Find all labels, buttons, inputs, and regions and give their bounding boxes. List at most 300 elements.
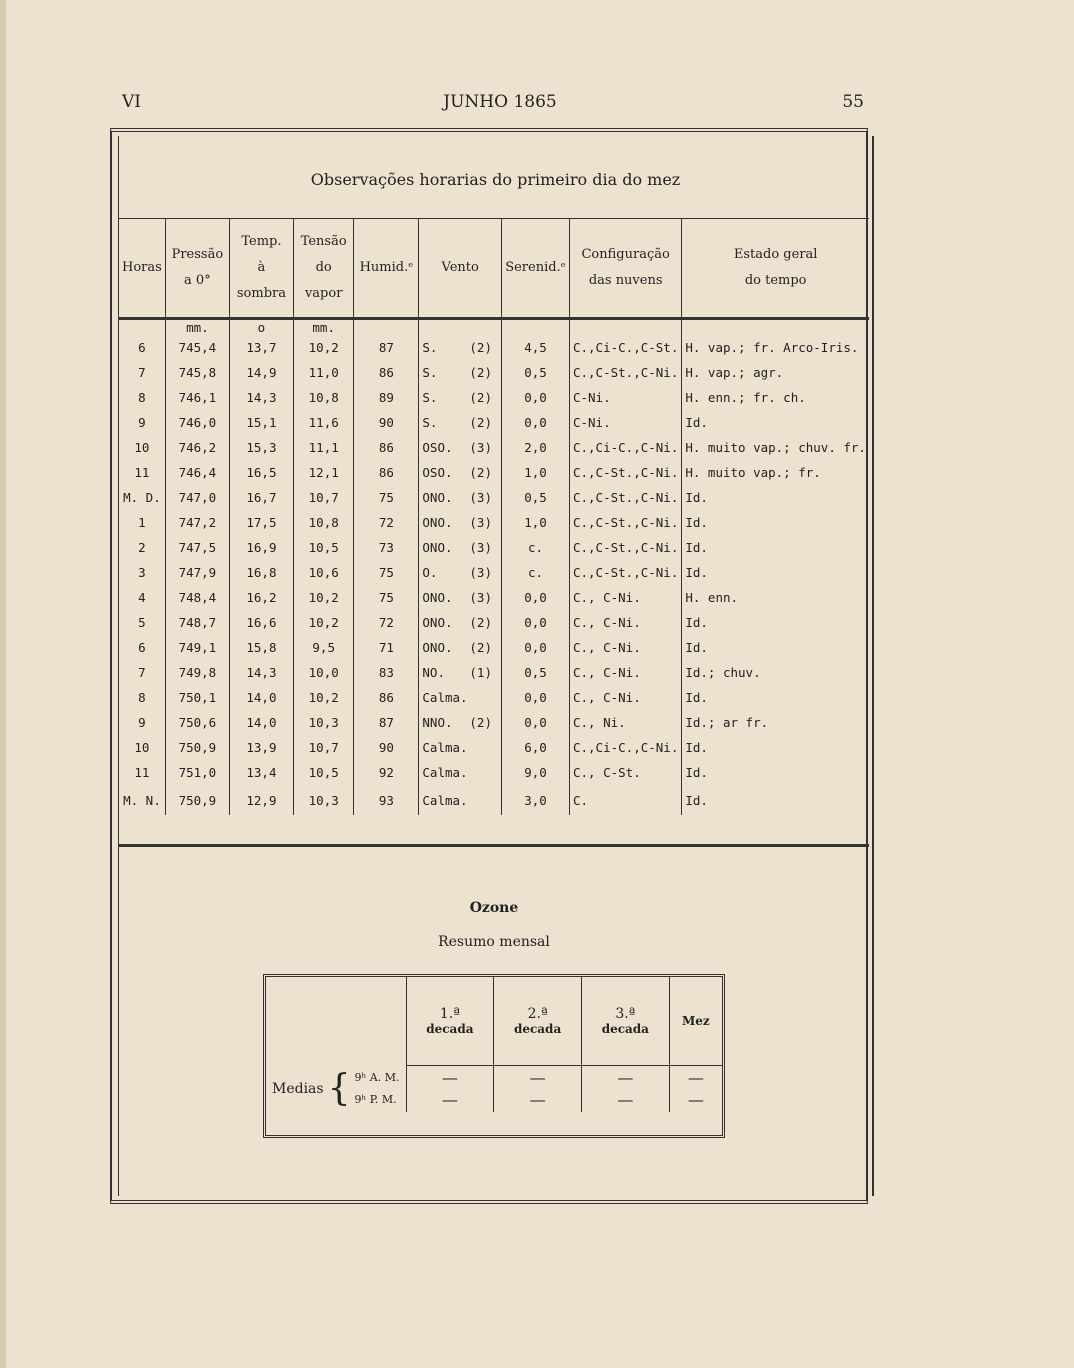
time-pm: 9ʰ P. M. [354, 1092, 397, 1106]
serenity-cell: c. [501, 560, 569, 585]
ozone-header-row [266, 977, 722, 1066]
wind-direction: OSO. [422, 440, 453, 455]
wind-wrap [422, 765, 498, 780]
clouds-cell: C., C-Ni. [569, 660, 681, 685]
units-row [119, 319, 869, 336]
wind-wrap [422, 515, 498, 530]
pressure-cell: 747,5 [165, 535, 229, 560]
table-row [119, 760, 869, 785]
weather-state-cell: Id. [682, 535, 869, 560]
column-header-line2: à sombra [236, 260, 286, 301]
decada-number: 2.ª [527, 1006, 548, 1022]
temperature-cell: 13,4 [229, 760, 293, 785]
temperature-cell: 16,5 [229, 460, 293, 485]
wind-wrap [422, 390, 498, 405]
temperature-cell: 17,5 [229, 510, 293, 535]
wind-cell [419, 785, 502, 815]
serenity-cell: 0,0 [501, 585, 569, 610]
hour-cell: M. D. [123, 490, 161, 505]
wind-force: (2) [469, 465, 492, 480]
column-header [229, 219, 293, 319]
wind-force: (3) [469, 590, 492, 605]
serenity-cell: 0,0 [501, 710, 569, 735]
table-row [119, 560, 869, 585]
wind-wrap [422, 415, 498, 430]
vapor-tension-cell: 10,3 [293, 785, 353, 815]
wind-force: (2) [469, 415, 492, 430]
hour-cell: 11 [134, 465, 150, 480]
wind-wrap [422, 690, 498, 705]
weather-state-cell: Id. [682, 610, 869, 635]
humidity-cell: 83 [354, 660, 419, 685]
pressure-cell: 745,4 [165, 335, 229, 360]
hour-cell: 1 [138, 515, 146, 530]
vapor-tension-cell: 10,5 [293, 760, 353, 785]
wind-direction: S. [422, 415, 438, 430]
clouds-cell: C.,C-St.,C-Ni. [569, 535, 681, 560]
wind-direction: ONO. [422, 640, 453, 655]
column-header [165, 219, 229, 319]
humidity-cell: 71 [354, 635, 419, 660]
wind-force: (3) [469, 515, 492, 530]
hour-cell: 6 [138, 340, 146, 355]
clouds-cell: C.,C-St.,C-Ni. [569, 485, 681, 510]
vapor-tension-cell: 10,6 [293, 560, 353, 585]
weather-state-cell: Id. [682, 760, 869, 785]
humidity-cell: 87 [354, 710, 419, 735]
clouds-cell: C.,C-St.,C-Ni. [569, 510, 681, 535]
pressure-cell: 749,8 [165, 660, 229, 685]
ozone-subtitle: Resumo mensal [438, 934, 550, 950]
wind-cell [419, 560, 502, 585]
pressure-cell: 746,1 [165, 385, 229, 410]
hourly-observations-table [119, 218, 869, 815]
humidity-cell: 86 [354, 460, 419, 485]
ozone-summary-box [263, 974, 725, 1138]
units-tensao: mm. [293, 319, 353, 336]
clouds-cell: C., C-St. [569, 760, 681, 785]
hour-cell: M. N. [123, 792, 161, 808]
hour-cell: 2 [138, 540, 146, 555]
ozone-am-value: — [617, 1068, 634, 1087]
humidity-cell: 93 [354, 785, 419, 815]
wind-direction: Calma. [422, 792, 468, 808]
vapor-tension-cell: 10,2 [293, 685, 353, 710]
weather-state-cell: Id. [682, 785, 869, 815]
wind-force: (3) [469, 540, 492, 555]
hour-cell: 6 [138, 640, 146, 655]
ozone-value-decada-1 [406, 1066, 494, 1113]
hour-cell: 7 [138, 365, 146, 380]
clouds-cell: C.,C-St.,C-Ni. [569, 560, 681, 585]
pressure-cell: 747,9 [165, 560, 229, 585]
hour-cell: 4 [138, 590, 146, 605]
vapor-tension-cell: 11,6 [293, 410, 353, 435]
pressure-cell: 747,0 [165, 485, 229, 510]
wind-direction: Calma. [422, 690, 468, 705]
weather-state-cell: Id. [682, 510, 869, 535]
wind-direction: OSO. [422, 465, 453, 480]
clouds-cell: C-Ni. [569, 385, 681, 410]
serenity-cell: 1,0 [501, 510, 569, 535]
column-header-line1: Pressão [171, 247, 224, 262]
table-row [119, 385, 869, 410]
humidity-cell: 73 [354, 535, 419, 560]
wind-force: (2) [469, 390, 492, 405]
table-row [119, 685, 869, 710]
column-header [419, 219, 502, 319]
wind-force: (3) [469, 440, 492, 455]
clouds-cell: C., Ni. [569, 710, 681, 735]
weather-state-cell: H. vap.; fr. Arco-Iris. [682, 335, 869, 360]
table-row [119, 535, 869, 560]
table-row [119, 585, 869, 610]
ozone-pm-value: — [617, 1090, 634, 1109]
wind-force: (2) [469, 715, 492, 730]
vapor-tension-cell: 12,1 [293, 460, 353, 485]
ozone-am-value: — [687, 1068, 704, 1087]
ozone-corner-cell [266, 977, 406, 1066]
column-header [119, 219, 165, 319]
humidity-cell: 87 [354, 335, 419, 360]
pressure-cell: 749,1 [165, 635, 229, 660]
table-bottom-rule [119, 844, 869, 847]
units-cell [354, 319, 419, 336]
temperature-cell: 15,3 [229, 435, 293, 460]
table-row [119, 660, 869, 685]
ozone-value-decada-2 [494, 1066, 582, 1113]
humidity-cell: 72 [354, 610, 419, 635]
pressure-cell: 746,0 [165, 410, 229, 435]
vapor-tension-cell: 10,7 [293, 735, 353, 760]
table-row [119, 485, 869, 510]
wind-wrap [422, 540, 498, 555]
decada-label: decada [513, 1022, 562, 1036]
wind-direction: S. [422, 340, 438, 355]
wind-wrap [422, 715, 498, 730]
ozone-am-value: — [441, 1068, 458, 1087]
units-cell [682, 319, 869, 336]
serenity-cell: 0,0 [501, 635, 569, 660]
wind-wrap [422, 615, 498, 630]
wind-wrap [422, 465, 498, 480]
weather-state-cell: Id. [682, 685, 869, 710]
clouds-cell: C.,C-St.,C-Ni. [569, 460, 681, 485]
table-row [119, 460, 869, 485]
serenity-cell: 0,0 [501, 410, 569, 435]
wind-direction: ONO. [422, 540, 453, 555]
ozone-pm-value: — [529, 1090, 546, 1109]
humidity-cell: 90 [354, 735, 419, 760]
humidity-cell: 75 [354, 585, 419, 610]
pressure-cell: 750,1 [165, 685, 229, 710]
vapor-tension-cell: 10,0 [293, 660, 353, 685]
ozone-summary-table [266, 977, 722, 1112]
column-header [501, 219, 569, 319]
weather-state-cell: H. muito vap.; chuv. fr. [682, 435, 869, 460]
wind-wrap [422, 365, 498, 380]
wind-force: (3) [469, 490, 492, 505]
temperature-cell: 16,7 [229, 485, 293, 510]
decada-label: decada [426, 1022, 474, 1036]
decada-number: 3.ª [615, 1006, 636, 1022]
humidity-cell: 86 [354, 685, 419, 710]
table-row [119, 335, 869, 360]
pressure-cell: 745,8 [165, 360, 229, 385]
table-row [119, 410, 869, 435]
wind-cell [419, 335, 502, 360]
temperature-cell: 16,8 [229, 560, 293, 585]
wind-direction: Calma. [422, 740, 468, 755]
column-header [293, 219, 353, 319]
hour-cell: 10 [134, 440, 150, 455]
temperature-cell: 16,9 [229, 535, 293, 560]
column-header-line2: do tempo [744, 273, 807, 288]
units-pressao: mm. [165, 319, 229, 336]
wind-cell [419, 735, 502, 760]
wind-wrap [422, 340, 498, 355]
serenity-cell: 0,0 [501, 385, 569, 410]
vapor-tension-cell: 10,8 [293, 385, 353, 410]
ozone-header-cell [581, 977, 669, 1066]
serenity-cell: 2,0 [501, 435, 569, 460]
hour-cell: 9 [138, 415, 146, 430]
clouds-cell: C-Ni. [569, 410, 681, 435]
temperature-cell: 14,3 [229, 660, 293, 685]
weather-state-cell: Id.; ar fr. [682, 710, 869, 735]
humidity-cell: 90 [354, 410, 419, 435]
weather-state-cell: Id. [682, 735, 869, 760]
wind-direction: ONO. [422, 590, 453, 605]
wind-cell [419, 435, 502, 460]
ozone-am-value: — [529, 1068, 546, 1087]
clouds-cell: C.,Ci-C.,C-Ni. [569, 435, 681, 460]
ozone-pm-value: — [441, 1090, 458, 1109]
table-row [119, 435, 869, 460]
table-row [119, 510, 869, 535]
ozone-header-cell [669, 977, 722, 1066]
temperature-cell: 14,0 [229, 685, 293, 710]
table-header-row [119, 219, 869, 319]
page-edge [0, 0, 6, 1368]
pressure-cell: 746,2 [165, 435, 229, 460]
ozone-header-cell [494, 977, 582, 1066]
table-frame [110, 128, 868, 1204]
table-row [119, 735, 869, 760]
weather-state-cell: Id. [682, 635, 869, 660]
vapor-tension-cell: 10,7 [293, 485, 353, 510]
units-cell [569, 319, 681, 336]
vapor-tension-cell: 10,2 [293, 335, 353, 360]
temperature-cell: 16,6 [229, 610, 293, 635]
hour-cell: 8 [138, 690, 146, 705]
pressure-cell: 748,7 [165, 610, 229, 635]
pressure-cell: 746,4 [165, 460, 229, 485]
wind-cell [419, 535, 502, 560]
weather-state-cell: H. enn. [682, 585, 869, 610]
hour-cell: 8 [138, 390, 146, 405]
serenity-cell: 9,0 [501, 760, 569, 785]
wind-force: (3) [469, 565, 492, 580]
humidity-cell: 75 [354, 485, 419, 510]
ozone-value-decada-3 [581, 1066, 669, 1113]
clouds-cell: C.,Ci-C.,C-Ni. [569, 735, 681, 760]
serenity-cell: 0,5 [501, 360, 569, 385]
vapor-tension-cell: 10,3 [293, 710, 353, 735]
pressure-cell: 748,4 [165, 585, 229, 610]
pressure-cell: 751,0 [165, 760, 229, 785]
page-number: 55 [842, 92, 864, 112]
table-row [119, 360, 869, 385]
wind-wrap [422, 640, 498, 655]
table-row [119, 710, 869, 735]
running-head [0, 92, 1074, 116]
wind-force: (2) [469, 615, 492, 630]
temperature-cell: 15,1 [229, 410, 293, 435]
column-header-line2: das nuvens [588, 273, 663, 288]
wind-cell [419, 385, 502, 410]
wind-cell [419, 510, 502, 535]
wind-wrap [422, 740, 498, 755]
section-numeral: VI [122, 92, 141, 112]
wind-direction: Calma. [422, 765, 468, 780]
column-header-line1: Humid.ᵉ [359, 260, 414, 275]
wind-cell [419, 360, 502, 385]
brace-glyph: { [327, 1067, 351, 1109]
wind-direction: NNO. [422, 715, 453, 730]
time-am: 9ʰ A. M. [354, 1070, 400, 1084]
decada-label: Mez [681, 1014, 710, 1028]
serenity-cell: 4,5 [501, 335, 569, 360]
hour-cell: 7 [138, 665, 146, 680]
humidity-cell: 75 [354, 560, 419, 585]
temperature-cell: 15,8 [229, 635, 293, 660]
table-frame-inner [118, 136, 874, 1196]
temperature-cell: 13,7 [229, 335, 293, 360]
clouds-cell: C., C-Ni. [569, 585, 681, 610]
column-header-line1: Serenid.ᵉ [505, 260, 566, 275]
temperature-cell: 13,9 [229, 735, 293, 760]
vapor-tension-cell: 11,1 [293, 435, 353, 460]
times-stack [355, 1067, 400, 1111]
vapor-tension-cell: 11,0 [293, 360, 353, 385]
wind-direction: ONO. [422, 490, 453, 505]
serenity-cell: 1,0 [501, 460, 569, 485]
decada-label: decada [601, 1022, 649, 1036]
humidity-cell: 86 [354, 360, 419, 385]
vapor-tension-cell: 10,8 [293, 510, 353, 535]
wind-cell [419, 760, 502, 785]
wind-force: (2) [469, 365, 492, 380]
humidity-cell: 92 [354, 760, 419, 785]
section-title: Observações horarias do primeiro dia do mez [310, 170, 681, 189]
wind-cell [419, 410, 502, 435]
column-header-line2: a 0° [184, 273, 211, 288]
column-header-line1: Tensão [300, 234, 347, 249]
pressure-cell: 747,2 [165, 510, 229, 535]
ozone-header-cell [406, 977, 494, 1066]
pressure-cell: 750,9 [165, 785, 229, 815]
wind-wrap [422, 793, 498, 808]
temperature-cell: 16,2 [229, 585, 293, 610]
wind-cell [419, 710, 502, 735]
units-cell [501, 319, 569, 336]
temperature-cell: 12,9 [229, 785, 293, 815]
table-row [119, 610, 869, 635]
wind-cell [419, 485, 502, 510]
serenity-cell: 6,0 [501, 735, 569, 760]
ozone-value-mez [669, 1066, 722, 1113]
hour-cell: 9 [138, 715, 146, 730]
vapor-tension-cell: 10,2 [293, 585, 353, 610]
column-header-line2: do vapor [304, 260, 343, 301]
wind-wrap [422, 590, 498, 605]
hour-cell: 11 [134, 765, 150, 780]
ozone-title: Ozone [469, 900, 519, 916]
medias-label: Medias [272, 1080, 324, 1097]
units-cell [119, 319, 165, 336]
column-header [354, 219, 419, 319]
column-header [569, 219, 681, 319]
wind-direction: S. [422, 390, 438, 405]
decada-number: 1.ª [439, 1006, 460, 1022]
column-header [682, 219, 869, 319]
clouds-cell: C., C-Ni. [569, 610, 681, 635]
wind-wrap [422, 665, 498, 680]
page-heading: JUNHO 1865 [443, 92, 557, 112]
serenity-cell: 0,5 [501, 660, 569, 685]
temperature-cell: 14,0 [229, 710, 293, 735]
clouds-cell: C., C-Ni. [569, 685, 681, 710]
wind-cell [419, 460, 502, 485]
units-temp: o [229, 319, 293, 336]
wind-direction: NO. [422, 665, 445, 680]
table-row [119, 785, 869, 815]
pressure-cell: 750,9 [165, 735, 229, 760]
serenity-cell: 0,5 [501, 485, 569, 510]
wind-cell [419, 660, 502, 685]
wind-wrap [422, 490, 498, 505]
pressure-cell: 750,6 [165, 710, 229, 735]
weather-state-cell: Id. [682, 560, 869, 585]
humidity-cell: 86 [354, 435, 419, 460]
ozone-pm-value: — [687, 1090, 704, 1109]
weather-state-cell: Id. [682, 410, 869, 435]
wind-wrap [422, 440, 498, 455]
humidity-cell: 72 [354, 510, 419, 535]
temperature-cell: 14,3 [229, 385, 293, 410]
ozone-medias-row [266, 1066, 722, 1113]
wind-cell [419, 685, 502, 710]
humidity-cell: 89 [354, 385, 419, 410]
column-header-line1: Vento [441, 260, 479, 275]
wind-direction: O. [422, 565, 438, 580]
column-header-line1: Estado geral [733, 247, 818, 262]
hour-cell: 5 [138, 615, 146, 630]
wind-force: (2) [469, 640, 492, 655]
vapor-tension-cell: 10,5 [293, 535, 353, 560]
serenity-cell: c. [501, 535, 569, 560]
wind-cell [419, 635, 502, 660]
wind-cell [419, 585, 502, 610]
clouds-cell: C.,C-St.,C-Ni. [569, 360, 681, 385]
weather-state-cell: Id. [682, 485, 869, 510]
wind-force: (2) [469, 340, 492, 355]
vapor-tension-cell: 10,2 [293, 610, 353, 635]
table-row [119, 635, 869, 660]
clouds-cell: C. [569, 785, 681, 815]
weather-state-cell: H. enn.; fr. ch. [682, 385, 869, 410]
